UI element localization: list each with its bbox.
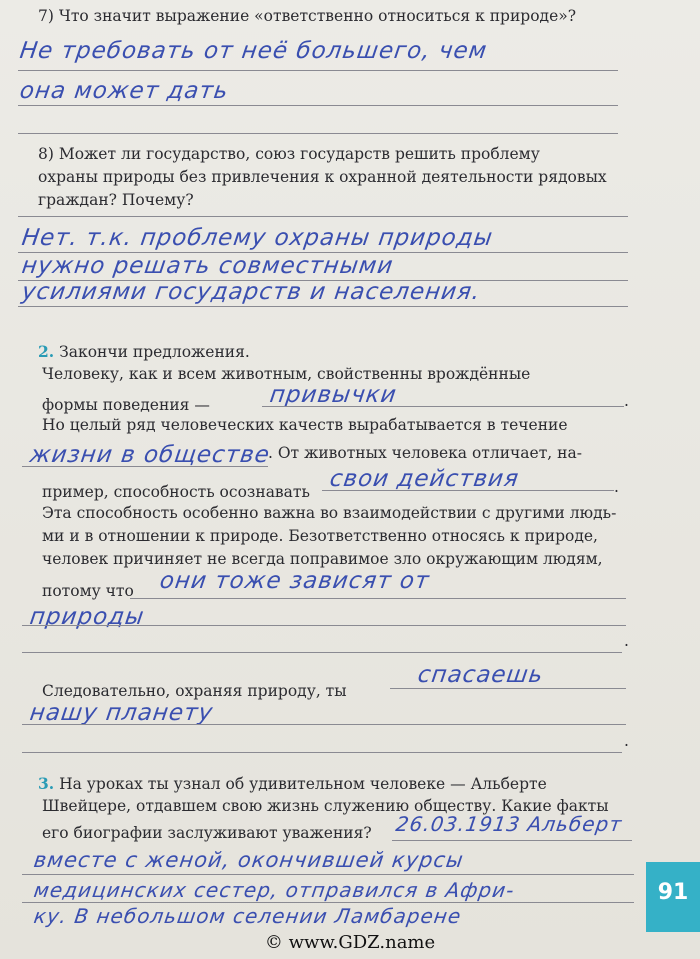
task-3-line-3-prefix: его биографии заслуживают уважения? — [42, 824, 372, 842]
task-2-answer-actions: свои действия — [328, 466, 521, 492]
answer-7-line-2: она может дать — [18, 78, 231, 104]
writing-line — [22, 874, 634, 875]
task-2-line-5-suffix: . — [614, 478, 619, 496]
task-2-line-2-prefix: формы поведения — — [42, 396, 210, 414]
question-8-line-2: охраны природы без привлечения к охранной деятельности рядовых — [38, 168, 607, 186]
task-2-line-7: ми и в отношении к природе. Безответственно относясь к природе, — [42, 527, 598, 545]
writing-line — [18, 70, 618, 71]
task-2-line-4-suffix: . От животных человека отличает, на- — [268, 444, 582, 462]
writing-line — [22, 902, 634, 903]
writing-line — [22, 625, 626, 626]
task-2-answer-nature: природы — [28, 604, 147, 630]
task-2-title-text: Закончи предложения. — [59, 343, 250, 361]
task-3-line-1 — [38, 772, 547, 796]
writing-line — [18, 306, 628, 307]
writing-line — [22, 724, 626, 725]
task-2-line-8: человек причиняет не всегда поправимое зло окружающим людям, — [42, 550, 603, 568]
answer-7-line-1: Не требовать от неё большего, чем — [18, 38, 489, 64]
task-2-answer-society: жизни в обществе — [28, 442, 272, 468]
task-2-line-9-prefix: потому что — [42, 582, 134, 600]
writing-line — [322, 490, 614, 491]
writing-line — [18, 133, 618, 134]
question-7: 7) Что значит выражение «ответственно относиться к природе»? — [38, 7, 577, 25]
task-2-line-10-suffix: . — [624, 632, 629, 650]
question-8-line-3: граждан? Почему? — [38, 191, 194, 209]
task-3-answer-line-4: ку. В небольшом селении Ламбарене — [32, 904, 464, 928]
task-3-line-2: Швейцере, отдавшем свою жизнь служению обществу. Какие факты — [42, 797, 609, 815]
writing-line — [22, 752, 622, 753]
page-number: 91 — [657, 880, 689, 905]
task-2-line-5-prefix: пример, способность осознавать — [42, 483, 310, 501]
writing-line — [18, 216, 628, 217]
task-2-line-11-prefix: Следовательно, охраняя природу, ты — [42, 682, 347, 700]
task-2-answer-save: спасаешь — [416, 662, 546, 688]
task-3-answer-line-3: медицинских сестер, отправился в Афри- — [32, 878, 517, 902]
task-3-answer-line-2: вместе с женой, окончившей курсы — [32, 848, 466, 872]
task-2-title — [38, 340, 250, 364]
writing-line — [392, 840, 632, 841]
writing-line — [130, 598, 626, 599]
task-2-line-12-suffix: . — [624, 732, 629, 750]
question-8-line-1: 8) Может ли государство, союз государств решить проблему — [38, 145, 540, 163]
task-2-line-6: Эта способность особенно важна во взаимодействии с другими людь- — [42, 504, 617, 522]
answer-8-line-3: усилиями государств и населения. — [20, 279, 483, 305]
task-2-line-2-suffix: . — [624, 392, 629, 410]
task-2-number: 2. — [38, 342, 55, 361]
task-2-answer-planet: нашу планету — [28, 700, 215, 726]
task-2-answer-habits: привычки — [268, 382, 399, 408]
task-2-line-3: Но целый ряд человеческих качеств вырабатывается в течение — [42, 416, 568, 434]
answer-8-line-1: Нет. т.к. проблему охраны природы — [20, 225, 495, 251]
task-3-answer-line-1: 26.03.1913 Альберт — [394, 812, 624, 836]
footer-watermark: © www.GDZ.name — [264, 932, 436, 953]
writing-line — [18, 105, 618, 106]
answer-8-line-2: нужно решать совместными — [20, 253, 396, 279]
task-3-line-1-text: На уроках ты узнал об удивительном человеке — Альберте — [59, 775, 547, 793]
task-3-number: 3. — [38, 774, 55, 793]
writing-line — [22, 652, 622, 653]
writing-line — [390, 688, 626, 689]
task-2-answer-depend: они тоже зависят от — [158, 568, 432, 594]
writing-line — [22, 466, 268, 467]
writing-line — [262, 406, 624, 407]
task-2-line-1: Человеку, как и всем животным, свойственны врождённые — [42, 365, 531, 383]
